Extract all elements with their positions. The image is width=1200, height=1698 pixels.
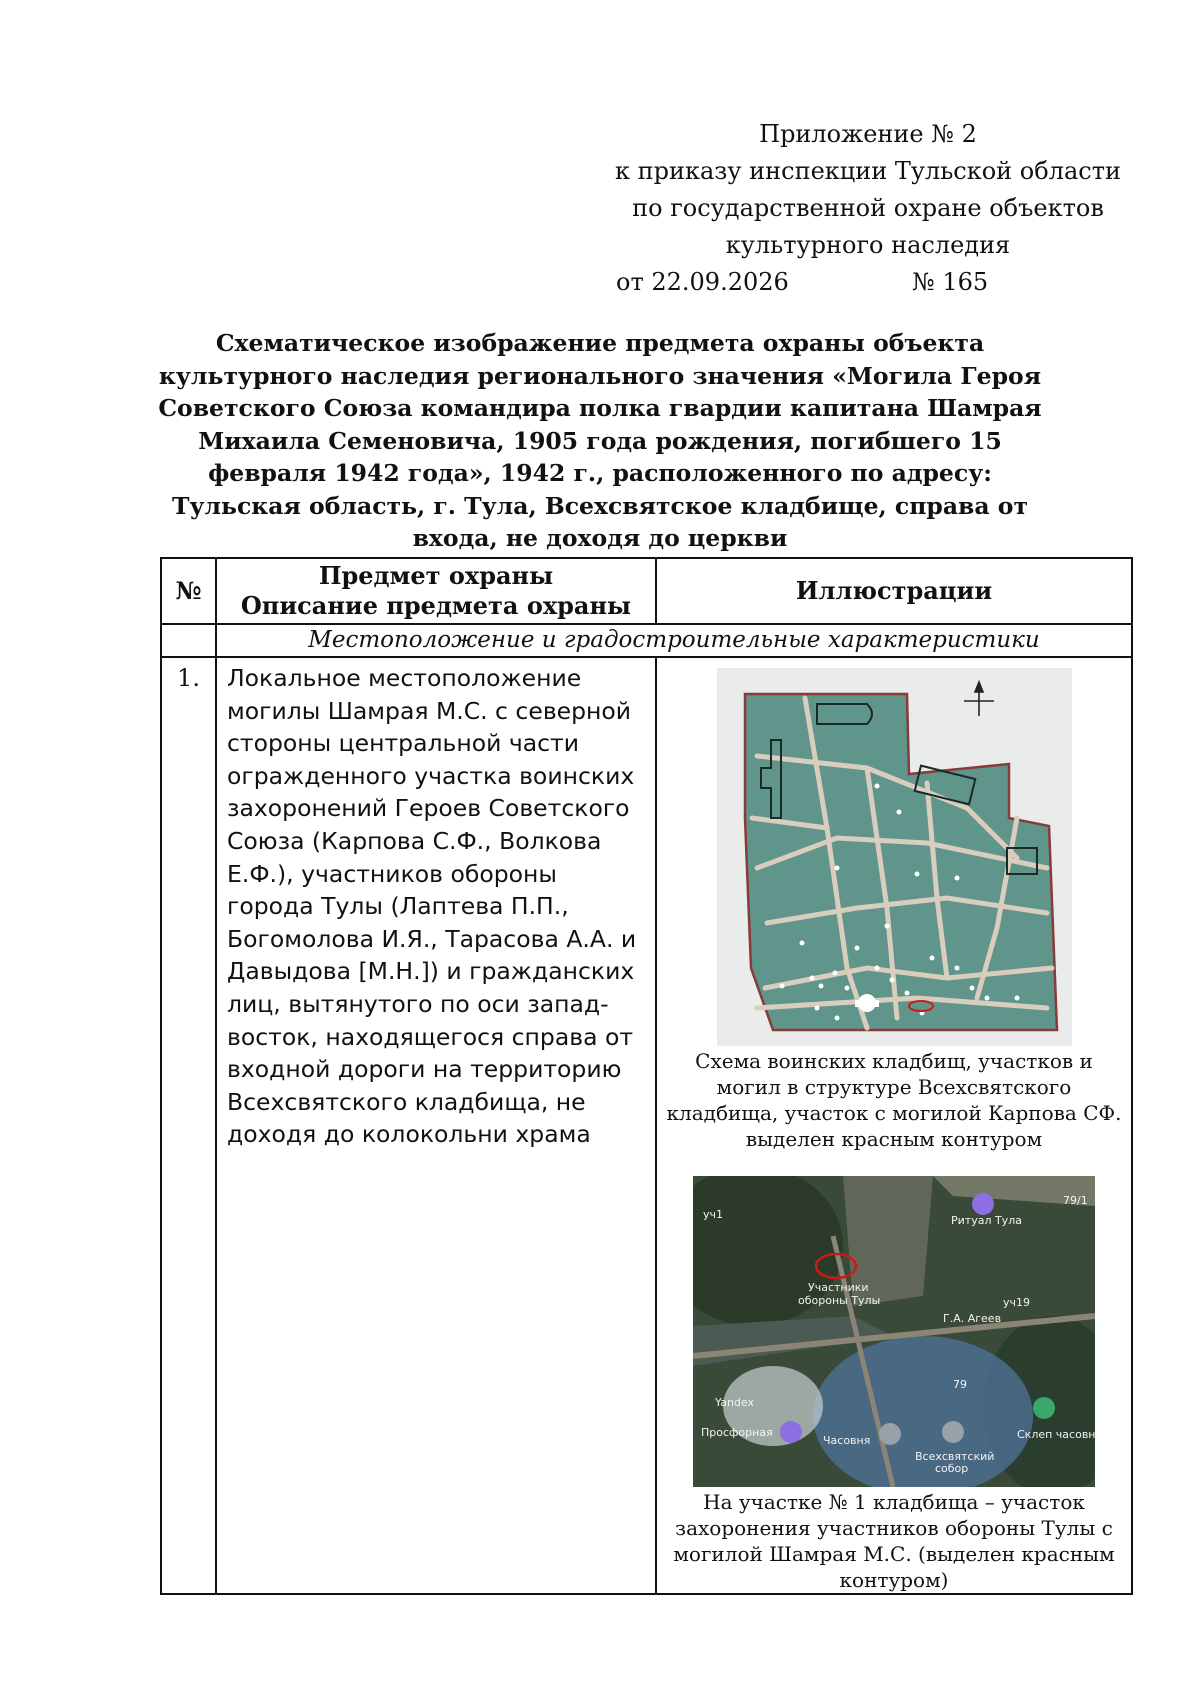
label-sklep: Склеп часовня	[1017, 1428, 1095, 1441]
appendix-line-4: культурного наследия	[725, 231, 1011, 259]
label-plot-79-1: 79/1	[1063, 1194, 1088, 1207]
order-date: от 22.09.2026	[616, 268, 789, 296]
section-empty-cell	[161, 624, 216, 657]
label-chasovnya: Часовня	[823, 1434, 871, 1447]
label-sobor-1: Всехсвятский	[915, 1450, 995, 1463]
label-uch1: уч1	[703, 1208, 724, 1221]
appendix-block	[608, 116, 1128, 301]
appendix-line-2: к приказу инспекции Тульской области	[615, 157, 1121, 185]
section-title: Местоположение и градостроительные характеристики	[216, 624, 1132, 657]
header-illustrations: Иллюстрации	[656, 558, 1132, 624]
label-sobor-2: собор	[935, 1462, 969, 1475]
table-header-row	[161, 558, 1132, 624]
table-row	[161, 657, 1132, 1594]
label-uch19: уч19	[1003, 1296, 1031, 1309]
header-subject-line-1: Предмет охраны	[318, 561, 554, 590]
label-participants-2: обороны Тулы	[798, 1294, 881, 1307]
label-prosfornaya: Просфорная	[701, 1426, 773, 1439]
label-participants-1: Участники	[808, 1281, 869, 1294]
row-description: Локальное местоположение могилы Шамрая М.С. с северной стороны центральной части огражденного участка воинских захоронений Героев Советского Союза (Карпова С.Ф., Волкова Е.Ф.), участников обороны города Тулы (Лаптева П.П., Богомолова И.Я., Тарасова А.А. и Давыдова [М.Н.]) и гражданских лиц, вытянутого по оси запад-восток, находящегося справа от входной дороги на территорию Всехсвятского кладбища, не доходя до колокольни храма	[216, 657, 656, 1594]
label-plot-79: 79	[953, 1378, 967, 1391]
section-row	[161, 624, 1132, 657]
header-subject	[216, 558, 656, 624]
row-number: 1.	[161, 657, 216, 1594]
appendix-date-line	[608, 264, 1128, 301]
appendix-line-1: Приложение № 2	[759, 120, 977, 148]
scheme-caption: Схема воинских кладбищ, участков и могил в структуре Всехсвятского кладбища, участок с могилой Карпова СФ. выделен красным контуром	[666, 1049, 1122, 1151]
header-subject-line-2: Описание предмета охраны	[240, 591, 632, 620]
cemetery-scheme-image	[717, 668, 1072, 1046]
protection-subject-table	[160, 557, 1133, 1595]
order-number: № 165	[912, 268, 989, 296]
label-ageev: Г.А. Агеев	[943, 1312, 1002, 1325]
satellite-image	[693, 1176, 1095, 1487]
label-yandex: Yandex	[715, 1396, 754, 1409]
label-ritual: Ритуал Тула	[951, 1214, 1022, 1227]
document-title: Схематическое изображение предмета охраны объекта культурного наследия регионального значения «Могила Героя Советского Союза командира полка гвардии капитана Шамрая Михаила Семеновича, 1905 года рождения, погибшего 15 февраля 1942 года», 1942 г., расположенного по адресу: Тульская область, г. Тула, Всехсвятское кладбище, справа от входа, не доходя до церкви	[158, 329, 1042, 552]
row-illustrations	[656, 657, 1132, 1594]
appendix-line-3: по государственной охране объектов	[632, 194, 1104, 222]
header-number: №	[161, 558, 216, 624]
satellite-caption: На участке № 1 кладбища – участок захоронения участников обороны Тулы с могилой Шамрая М.С. (выделен красным контуром)	[673, 1490, 1115, 1592]
